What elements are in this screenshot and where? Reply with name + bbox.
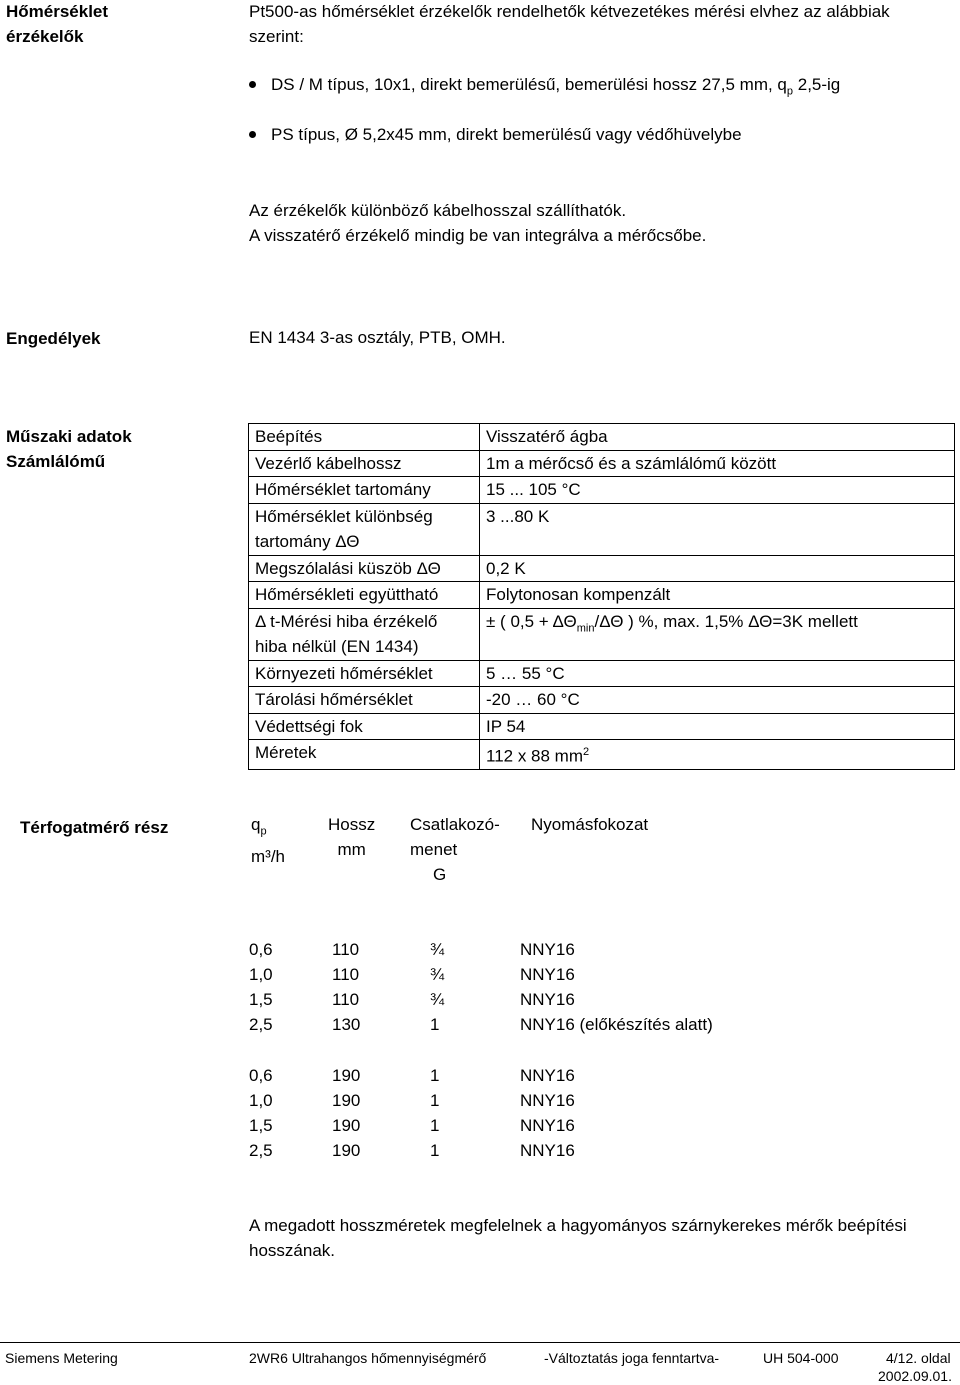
meter-cell-p: NNY16: [520, 1091, 575, 1110]
meter-cell-p: NNY16: [520, 990, 575, 1009]
meter-cell-qp: 1,0: [249, 965, 273, 984]
spec-key: [249, 503, 480, 555]
note-line: Az érzékelők különböző kábelhosszal szállíthatók.: [249, 201, 627, 220]
meter-cell-g: ¾: [430, 965, 445, 984]
meter-cell-p: NNY16: [520, 1116, 575, 1135]
spec-value: Folytonosan kompenzált: [480, 582, 955, 609]
meter-cell-p: NNY16 (előkészítés alatt): [520, 1015, 713, 1034]
bullet-icon: [249, 81, 256, 88]
meter-cell-g: 1: [430, 1015, 440, 1034]
meter-cell-g: 1: [430, 1141, 440, 1160]
spec-value: Visszatérő ágba: [480, 424, 955, 451]
meter-cell-p: NNY16: [520, 1066, 575, 1085]
footer-doc-id: UH 504-000: [763, 1350, 839, 1366]
header-length-label: Hossz: [328, 815, 376, 834]
footer-notice: -Változtatás joga fenntartva-: [544, 1350, 720, 1366]
table-row: [0, 937, 960, 962]
meter-cell-g: ¾: [430, 940, 445, 959]
spec-value: -20 … 60 °C: [480, 687, 955, 714]
header-qp: [251, 812, 285, 869]
bullet-icon: [249, 131, 256, 138]
header-length: [328, 812, 375, 862]
header-thread-line: Csatlakozó-: [410, 815, 500, 834]
intro-line: Pt500-as hőmérséklet érzékelők rendelhetők kétvezetékes mérési elvhez az alábbiak: [249, 2, 890, 21]
section-label-sensors: [6, 0, 108, 49]
bullet-text: PS típus, Ø 5,2x45 mm, direkt bemerülésű vagy védőhüvelybe: [271, 125, 742, 144]
meter-cell-g: 1: [430, 1066, 440, 1085]
spec-value: 15 ... 105 °C: [480, 477, 955, 504]
table-row: [249, 687, 955, 714]
header-length-unit: mm: [337, 840, 366, 859]
sensors-note: [249, 198, 706, 248]
header-thread: [410, 812, 500, 887]
spec-value: ± ( $0,5 + \Delta\Theta_{min}/\Delta\Theta$ ) %, max. 1,5% ΔΘ=3K mellett: [480, 608, 955, 660]
spec-key: Méretek: [249, 740, 480, 770]
meter-cell-p: NNY16: [520, 1141, 575, 1160]
header-pressure: Nyomásfokozat: [531, 815, 649, 834]
spec-value: 5 … 55 °C: [480, 660, 955, 687]
meter-cell-qp: 1,0: [249, 1091, 273, 1110]
meter-cell-qp: 1,5: [249, 990, 273, 1009]
note-line: A visszatérő érzékelő mindig be van integrálva a mérőcsőbe.: [249, 226, 707, 245]
footer-product: 2WR6 Ultrahangos hőmennyiségmérő: [249, 1350, 487, 1366]
table-row: [249, 740, 955, 770]
spec-value: 1m a mérőcső és a számlálómű között: [480, 450, 955, 477]
meter-cell-qp: 2,5: [249, 1141, 273, 1160]
table-row: [0, 987, 960, 1012]
table-row: [249, 660, 955, 687]
section-label-line: Hőmérséklet: [6, 2, 109, 21]
table-row: [0, 1088, 960, 1113]
table-row: [0, 1012, 960, 1037]
table-row: [249, 477, 955, 504]
meter-cell-p: NNY16: [520, 965, 575, 984]
footer-page: 4/12. oldal: [886, 1350, 951, 1366]
section-label-line: érzékelők: [6, 27, 84, 46]
table-row: [249, 424, 955, 451]
spec-value: 0,2 K: [480, 555, 955, 582]
section-label-line: Műszaki adatok: [6, 427, 132, 446]
header-qp-unit: m³/h: [251, 847, 285, 867]
header-qp-symbol: $q_p$: [251, 815, 267, 838]
header-thread-line: menet: [410, 840, 458, 859]
meter-cell-len: 110: [332, 990, 360, 1009]
meter-cell-len: 110: [332, 965, 360, 984]
spec-key: Védettségi fok: [249, 713, 480, 740]
technical-specs-table: [248, 423, 955, 770]
spec-value: IP 54: [480, 713, 955, 740]
meter-cell-g: ¾: [430, 990, 445, 1009]
intro-line: szerint:: [249, 27, 304, 46]
volume-note: [249, 1213, 907, 1263]
bullet-text: DS / M típus, 10x1, direkt bemerülésű, bemerülési hossz 27,5 mm, $q_p$ 2,5-ig: [271, 75, 841, 98]
footer-date: 2002.09.01.: [878, 1368, 952, 1384]
spec-key-line: Hőmérséklet különbség: [255, 506, 433, 526]
spec-key: Vezérlő kábelhossz: [249, 450, 480, 477]
meter-cell-qp: 1,5: [249, 1116, 273, 1135]
spec-key: Környezeti hőmérséklet: [249, 660, 480, 687]
table-row: [249, 582, 955, 609]
spec-key: Beépítés: [249, 424, 480, 451]
spec-key: [249, 608, 480, 660]
approvals-text: EN 1434 3-as osztály, PTB, OMH.: [249, 328, 506, 347]
meter-cell-len: 190: [332, 1116, 361, 1135]
section-label-technical: [6, 424, 132, 474]
table-row: [0, 1113, 960, 1138]
section-label-line: Számlálómű: [6, 452, 106, 471]
sensors-intro: [249, 0, 890, 49]
meter-cell-p: NNY16: [520, 940, 575, 959]
table-row: [249, 608, 955, 660]
footer-company: Siemens Metering: [5, 1350, 118, 1366]
meter-cell-qp: 0,6: [249, 940, 273, 959]
meter-cell-len: 130: [332, 1015, 361, 1034]
table-row: [249, 555, 955, 582]
table-row: [249, 713, 955, 740]
section-label-approvals: Engedélyek: [6, 329, 101, 348]
header-thread-line: G: [433, 865, 447, 884]
spec-key: Tárolási hőmérséklet: [249, 687, 480, 714]
spec-key: Megszólalási küszöb ΔΘ: [249, 555, 480, 582]
section-label-volume: Térfogatmérő rész: [20, 818, 169, 837]
spec-key-line: hiba nélkül (EN 1434): [255, 637, 419, 656]
meter-cell-len: 190: [332, 1091, 361, 1110]
meter-cell-g: 1: [430, 1116, 440, 1135]
meter-cell-qp: 2,5: [249, 1015, 273, 1034]
spec-value: 3 ...80 K: [480, 503, 955, 555]
spec-key-line: Δ t-Mérési hiba érzékelő: [255, 611, 438, 631]
table-row: [0, 962, 960, 987]
spec-value: 112 x 88 $mm^2$: [480, 740, 955, 770]
spec-key: Hőmérséklet tartomány: [249, 477, 480, 504]
meter-cell-len: 110: [332, 940, 360, 959]
note-line: hosszának.: [249, 1241, 335, 1260]
spec-key: Hőmérsékleti együttható: [249, 582, 480, 609]
meter-cell-g: 1: [430, 1091, 440, 1110]
note-line: A megadott hosszméretek megfelelnek a hagyományos szárnykerekes mérők beépítési: [249, 1216, 907, 1235]
table-row: [0, 1138, 960, 1163]
table-row: [249, 450, 955, 477]
spec-key-line: tartomány ΔΘ: [255, 532, 360, 551]
footer-divider: [0, 1342, 960, 1343]
meter-cell-qp: 0,6: [249, 1066, 273, 1085]
meter-cell-len: 190: [332, 1141, 361, 1160]
table-row: [0, 1063, 960, 1088]
table-row: [249, 503, 955, 555]
meter-cell-len: 190: [332, 1066, 361, 1085]
